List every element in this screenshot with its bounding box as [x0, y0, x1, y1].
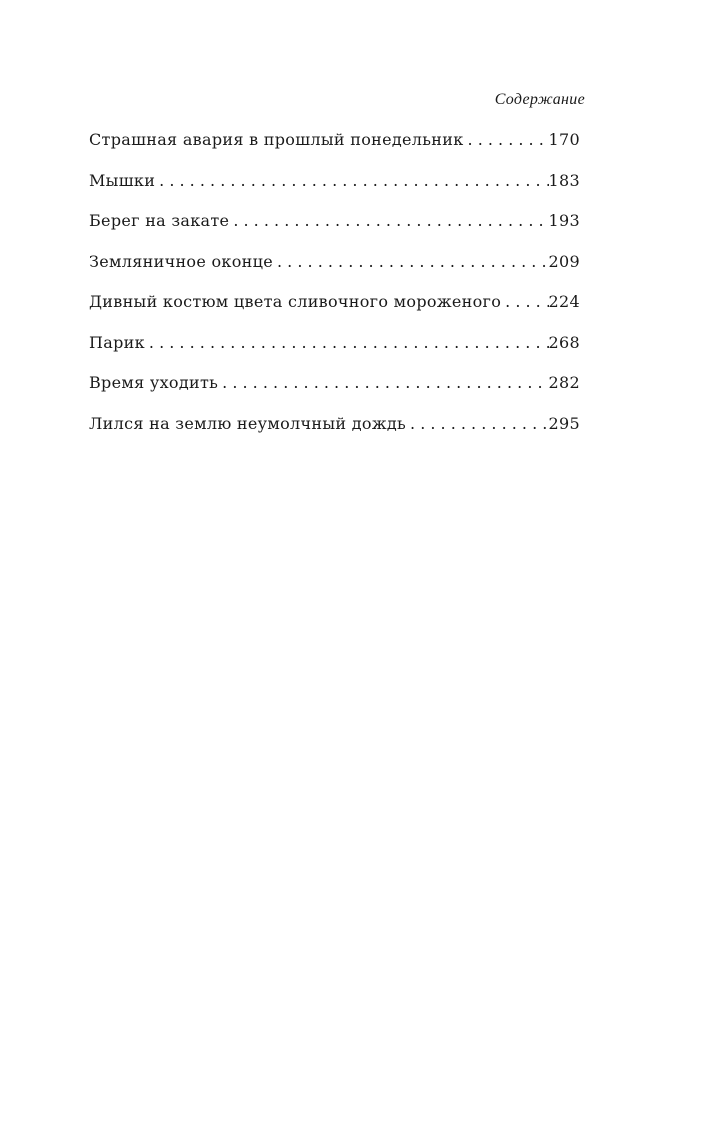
toc-entry-page-number: 170 [548, 130, 580, 149]
toc-entry-page-number: 224 [548, 292, 580, 311]
toc-entry [89, 249, 580, 290]
toc-entry [89, 330, 580, 371]
toc-entry [89, 168, 580, 209]
toc-entry [89, 370, 580, 411]
toc-entry-page-number: 209 [548, 251, 580, 271]
toc-entry-title: Страшная авария в прошлый понедельник [89, 130, 464, 149]
table-of-contents [89, 127, 580, 451]
dot-leader [273, 249, 549, 275]
toc-entry-title: Земляничное оконце [89, 251, 273, 271]
dot-leader [464, 127, 549, 153]
toc-entry-page-number: 295 [548, 413, 580, 433]
toc-entry-page-number: 268 [548, 332, 580, 352]
toc-entry-title: Время уходить [89, 373, 219, 392]
toc-entry-title: Дивный костюм цвета сливочного мороженого [89, 292, 502, 311]
toc-entry-title: Мышки [89, 170, 156, 190]
dot-leader [229, 208, 548, 234]
toc-entry-title: Парик [89, 332, 145, 352]
dot-leader [218, 370, 548, 396]
dot-leader [145, 330, 549, 356]
toc-entry-page-number: 193 [548, 211, 580, 230]
toc-entry-title: Берег на закате [89, 211, 230, 230]
running-header: Содержание [494, 91, 585, 108]
dot-leader [155, 168, 548, 194]
toc-entry-page-number: 282 [548, 373, 580, 392]
toc-entry-page-number: 183 [548, 170, 580, 190]
toc-entry [89, 127, 580, 168]
toc-entry-title: Лился на землю неумолчный дождь [89, 413, 407, 433]
toc-entry [89, 411, 580, 452]
toc-entry [89, 289, 580, 330]
dot-leader [406, 411, 549, 437]
toc-entry [89, 208, 580, 249]
dot-leader [501, 289, 548, 315]
